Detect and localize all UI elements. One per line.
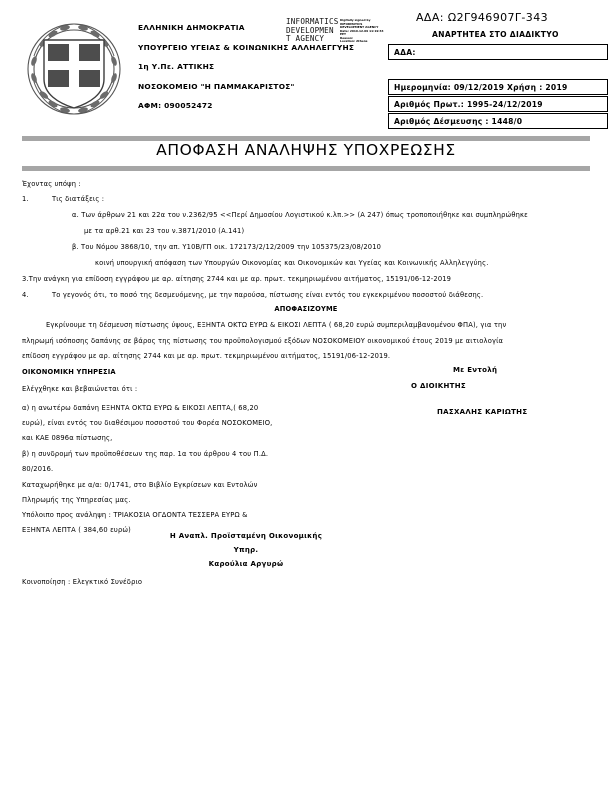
having-regard-label: Έχοντας υπόψη :: [22, 180, 81, 188]
item-1a-line-2: με τα αρθ.21 και 23 του ν.3871/2010 (Α.141): [84, 227, 245, 235]
item-1a-line-1: α. Των άρθρων 21 και 22α του ν.2362/95 <<Περί Δημοσίου Λογιστικού κ.λπ.>> (Α 247) όπως τροποποιήθηκε και συμπληρώθηκε: [72, 211, 528, 219]
greek-coat-of-arms-icon: [22, 16, 126, 122]
financial-b-line-1: β) η συνδρομή των προϋποθέσεων της παρ. 1α του άρθρου 4 του Π.Δ.: [22, 450, 269, 458]
notification-line: Κοινοποίηση : Ελεγκτικό Συνέδριο: [22, 578, 143, 586]
stamp-micro-4: Date: 2019.12.09 11:19:34: [340, 28, 384, 33]
financial-a-line-3: και ΚΑΕ 0896α πίστωσης,: [22, 434, 113, 442]
decision-line-2: πληρωμή ισόποσης δαπάνης σε βάρος της πίστωσης του προϋπολογισμού εξόδων ΝΟΣΟΚΟΜΕΙΟΥ οικονομικού έτους 2019 με αιτιολογία: [22, 337, 504, 345]
financial-a-line-1: α) η ανωτέρω δαπάνη ΕΞΗΝΤΑ ΟΚΤΩ ΕΥΡΩ & ΕΙΚΟΣΙ ΛΕΠΤΑ,( 68,20: [22, 404, 259, 412]
balance-line-1: Υπόλοιπο προς ανάληψη : ΤΡΙΑΚΟΣΙΑ ΟΓΔΟΝΤΑ ΤΕΣΣΕΡΑ ΕΥΡΩ &: [22, 511, 248, 519]
document-header: [0, 0, 612, 126]
balance-line-2: ΕΞΗΝΤΑ ΛΕΠΤΑ ( 384,60 ευρώ): [22, 526, 131, 534]
item-1-text: Τις διατάξεις :: [52, 195, 105, 203]
ada-code: ΑΔΑ: Ω2Γ946907Γ-343: [416, 11, 548, 24]
date-field-label: Ημερομηνία: 09/12/2019 Χρήση : 2019: [394, 82, 568, 92]
stamp-line-2: DEVELOPMEN: [286, 25, 334, 35]
decision-line-1: Εγκρίνουμε τη δέσμευση πίστωσης ύψους, ΕΞΗΝΤΑ ΟΚΤΩ ΕΥΡΩ & ΕΙΚΟΣΙ ΛΕΠΤΑ ( 68,20 ευρώ συμπεριλαμβανομένου ΦΠΑ), για την: [46, 321, 507, 329]
registration-line-1: Καταχωρήθηκε με α/α: 0/1741, στο Βιβλίο Εγκρίσεων και Εντολών: [22, 481, 258, 489]
verified-label: Ελέγχθηκε και βεβαιώνεται ότι :: [22, 385, 138, 393]
title-rule-bottom: [22, 166, 590, 171]
item-3-text: 3.Την ανάγκη για επίδοση εγγράφου με αρ. αίτησης 2744 και με αρ. πρωτ. τεκμηριωμένου αιτήματος, 15191/06-12-2019: [22, 275, 452, 283]
item-1b-line-1: β. Του Νόμου 3868/10, την απ. Υ10Β/ΓΠ οικ. 172173/2/12/2009 την 105375/23/08/2010: [72, 243, 382, 251]
stamp-micro-text: [340, 19, 416, 44]
stamp-line-3: T AGENCY: [286, 34, 325, 44]
stamp-micro-3: DEVELOPMENT AGENCY: [340, 25, 379, 29]
financial-b-line-2: 80/2016.: [22, 465, 54, 473]
page-title: ΑΠΟΦΑΣΗ ΑΝΑΛΗΨΗΣ ΥΠΟΧΡΕΩΣΗΣ: [156, 141, 456, 159]
org-line-1: ΕΛΛΗΝΙΚΗ ΔΗΜΟΚΡΑΤΙΑ: [138, 23, 245, 32]
commitment-number-box: [388, 113, 608, 129]
published-online-label: ΑΝΑΡΤΗΤΕΑ ΣΤΟ ΔΙΑΔΙΚΤΥΟ: [432, 30, 559, 39]
item-1b-line-2: κοινή υπουργική απόφαση των Υπουργών Οικονομίας και Οικονομικών και Υγείας και Κοινωνικής Αλληλεγγύης.: [95, 259, 489, 267]
commitment-number-label: Αριθμός Δέσμευσης : 1448/0: [394, 116, 523, 126]
financial-a-line-2: ευρώ), είναι εντός του διαθέσιμου ποσοστού του Φορέα ΝΟΣΟΚΟΜΕΙΟ,: [22, 419, 273, 427]
financial-service-heading: ΟΙΚΟΝΟΜΙΚΗ ΥΠΗΡΕΣΙΑ: [22, 368, 116, 376]
registration-line-2: Πληρωμής της Υπηρεσίας μας.: [22, 496, 131, 504]
date-field-box: [388, 79, 608, 95]
officer-title: Η Αναπλ. Προϊσταμένη Οικονομικής: [169, 532, 323, 540]
item-1-number: 1.: [22, 195, 29, 203]
ada-field-label: ΑΔΑ:: [394, 47, 416, 57]
org-line-5: ΑΦΜ: 090052472: [138, 101, 213, 110]
org-line-3: 1η Υ.Πε. ΑΤΤΙΚΗΣ: [138, 62, 215, 71]
officer-name: Καρούλια Αργυρώ: [208, 560, 284, 568]
item-4-text: Το γεγονός ότι, το ποσό της δεσμευόμενης, με την παρούσα, πίστωσης είναι εντός του εγκεκριμένου ποσοστού διάθεσης.: [52, 291, 484, 299]
stamp-micro-5: EET: [340, 32, 346, 36]
stamp-micro-2: INFORMATICS: [340, 21, 363, 26]
stamp-micro-1: Digitally signed by: [340, 18, 371, 22]
by-order-label: Με Εντολή: [453, 366, 498, 374]
org-line-4: ΝΟΣΟΚΟΜΕΙΟ "Η ΠΑΜΜΑΚΑΡΙΣΤΟΣ": [138, 81, 295, 91]
protocol-number-box: [388, 96, 608, 112]
governor-title: Ο ΔΙΟΙΚΗΤΗΣ: [411, 382, 466, 390]
decision-line-3: επίδοση εγγράφου με αρ. αίτησης 2744 και με αρ. πρωτ. τεκμηριωμένου αιτήματος, 15191/06-12-2019.: [22, 352, 391, 360]
org-line-2: ΥΠΟΥΡΓΕΙΟ ΥΓΕΙΑΣ & ΚΟΙΝΩΝΙΚΗΣ ΑΛΛΗΛΕΓΓΥΗΣ: [138, 42, 355, 52]
item-4-number: 4.: [22, 291, 29, 299]
ada-field-box: [388, 44, 608, 60]
decision-heading: ΑΠΟΦΑΣΙΖΟΥΜΕ: [274, 305, 338, 313]
governor-name: ΠΑΣΧΑΛΗΣ ΚΑΡΙΩΤΗΣ: [437, 408, 528, 416]
stamp-micro-7: Location: Athens: [340, 39, 368, 43]
officer-department: Υπηρ.: [233, 546, 259, 554]
protocol-number-label: Αριθμός Πρωτ.: 1995-24/12/2019: [394, 99, 543, 109]
stamp-line-1: INFORMATICS: [286, 17, 339, 26]
stamp-micro-6: Reason:: [340, 35, 354, 40]
